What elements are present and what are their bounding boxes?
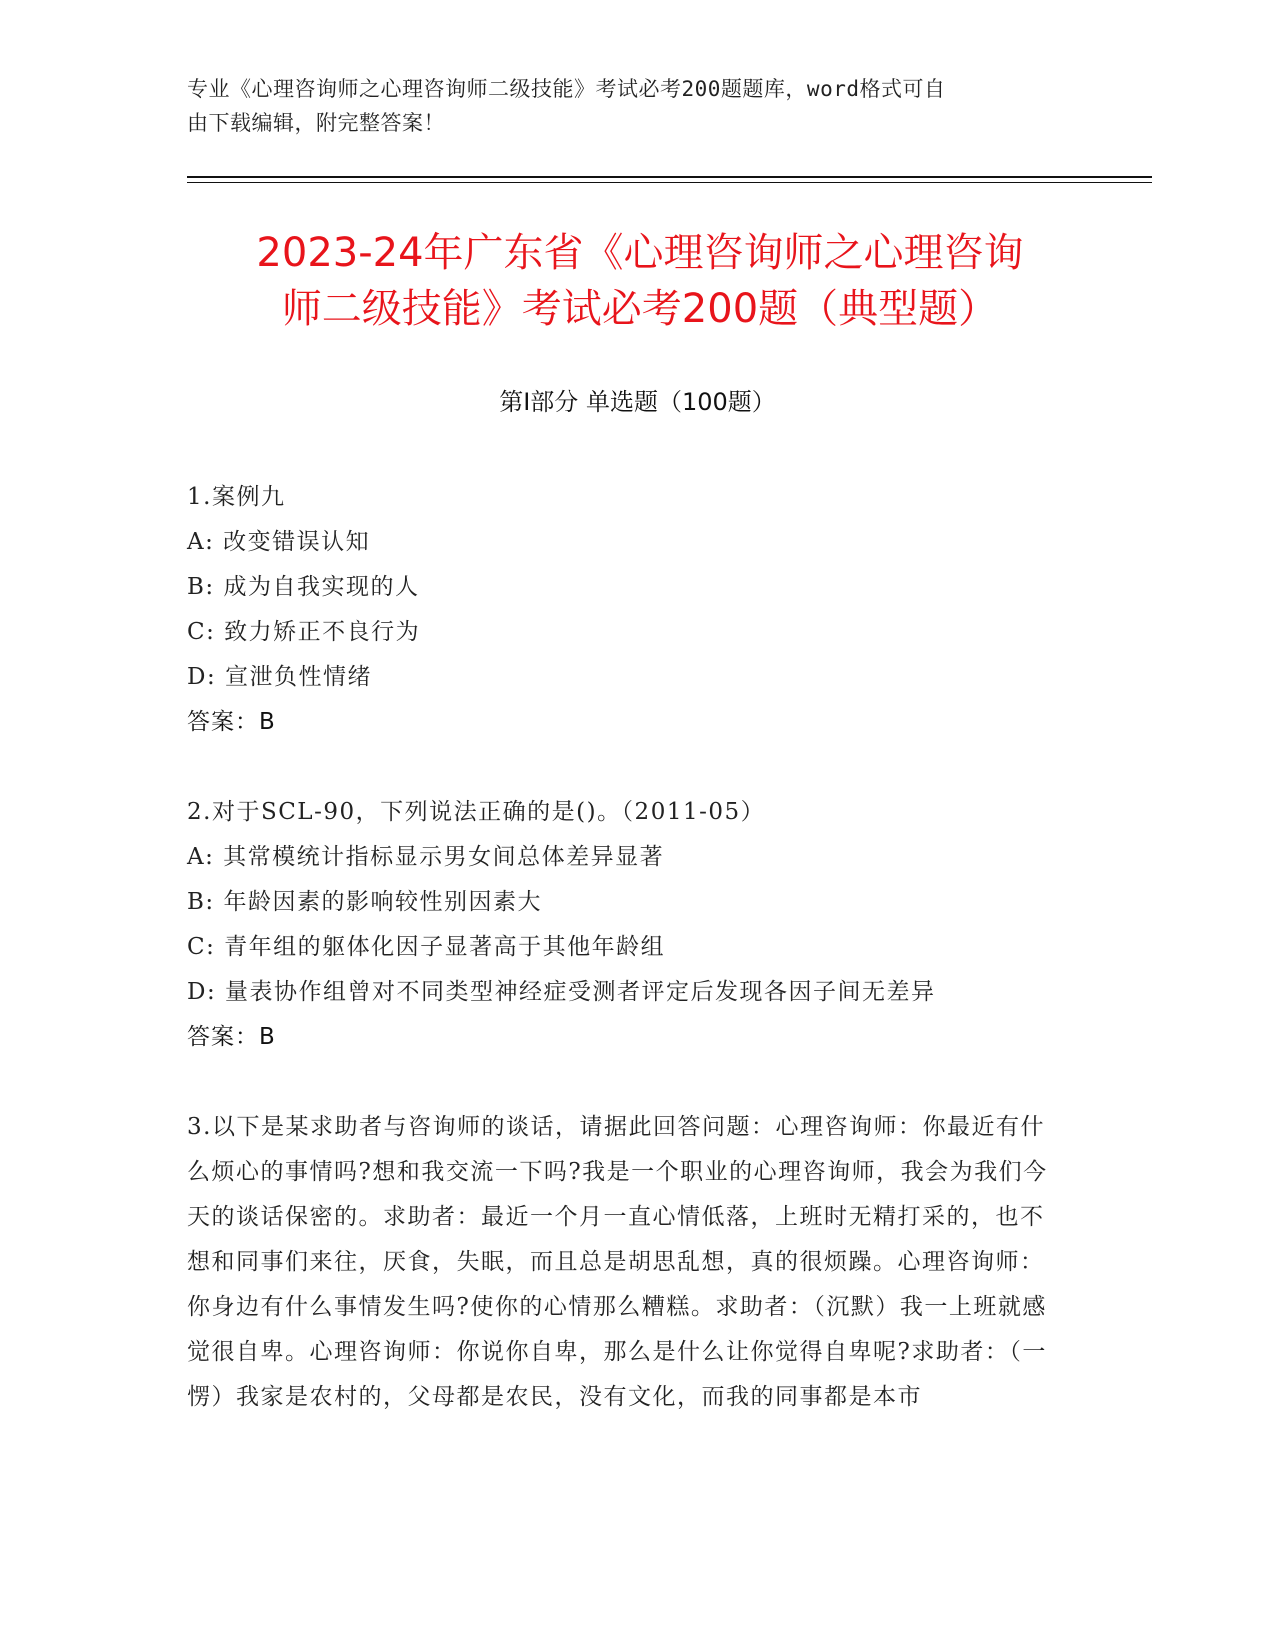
- header-note: [187, 72, 1087, 140]
- section-heading: 第Ⅰ部分 单选题（100题）: [499, 388, 776, 416]
- document-title: [190, 225, 1090, 337]
- header-note-line-2: 由下载编辑，附完整答案！: [187, 111, 445, 135]
- option-d: D: 宣泄负性情绪: [187, 664, 373, 690]
- header-divider-thin: [187, 182, 1152, 183]
- option-c: C: 青年组的躯体化因子显著高于其他年龄组: [187, 934, 666, 960]
- question-stem: 3.以下是某求助者与咨询师的谈话，请据此回答问题：心理咨询师：你最近有什么烦心的事情吗?想和我交流一下吗?我是一个职业的心理咨询师，我会为我们今天的谈话保密的。求助者：最近一个月一直心情低落，上班时无精打采的，也不想和同事们来往，厌食，失眠，而且总是胡思乱想，真的很烦躁。心理咨询师：你身边有什么事情发生吗?使你的心情那么糟糕。求助者：（沉默）我一上班就感觉很自卑。心理咨询师：你说你自卑，那么是什么让你觉得自卑呢?求助者：（一愣）我家是农村的，父母都是农民，没有文化，而我的同事都是本市: [187, 1114, 1048, 1410]
- header-divider-thick: [187, 176, 1152, 178]
- option-b: B: 成为自我实现的人: [187, 574, 420, 600]
- option-d: D: 量表协作组曾对不同类型神经症受测者评定后发现各因子间无差异: [187, 979, 936, 1005]
- document-title-line-1: 2023-24年广东省《心理咨询师之心理咨询: [256, 230, 1024, 276]
- question-stem: 1.案例九: [187, 484, 286, 510]
- option-b: B: 年龄因素的影响较性别因素大: [187, 889, 542, 915]
- option-c: C: 致力矫正不良行为: [187, 619, 421, 645]
- answer-line: 答案：B: [187, 709, 276, 735]
- option-a: A: 改变错误认知: [187, 529, 371, 555]
- question-list: [187, 475, 1067, 1465]
- question-item: [187, 475, 1067, 745]
- option-a: A: 其常模统计指标显示男女间总体差异显著: [187, 844, 665, 870]
- document-title-line-2: 师二级技能》考试必考200题（典型题）: [281, 286, 999, 332]
- header-note-line-1: 专业《心理咨询师之心理咨询师二级技能》考试必考200题题库，word格式可自: [187, 77, 946, 101]
- question-item: [187, 1105, 1067, 1420]
- answer-line: 答案：B: [187, 1024, 276, 1050]
- question-stem: 2.对于SCL-90，下列说法正确的是()。（2011-05）: [187, 799, 766, 825]
- question-item: [187, 790, 1067, 1060]
